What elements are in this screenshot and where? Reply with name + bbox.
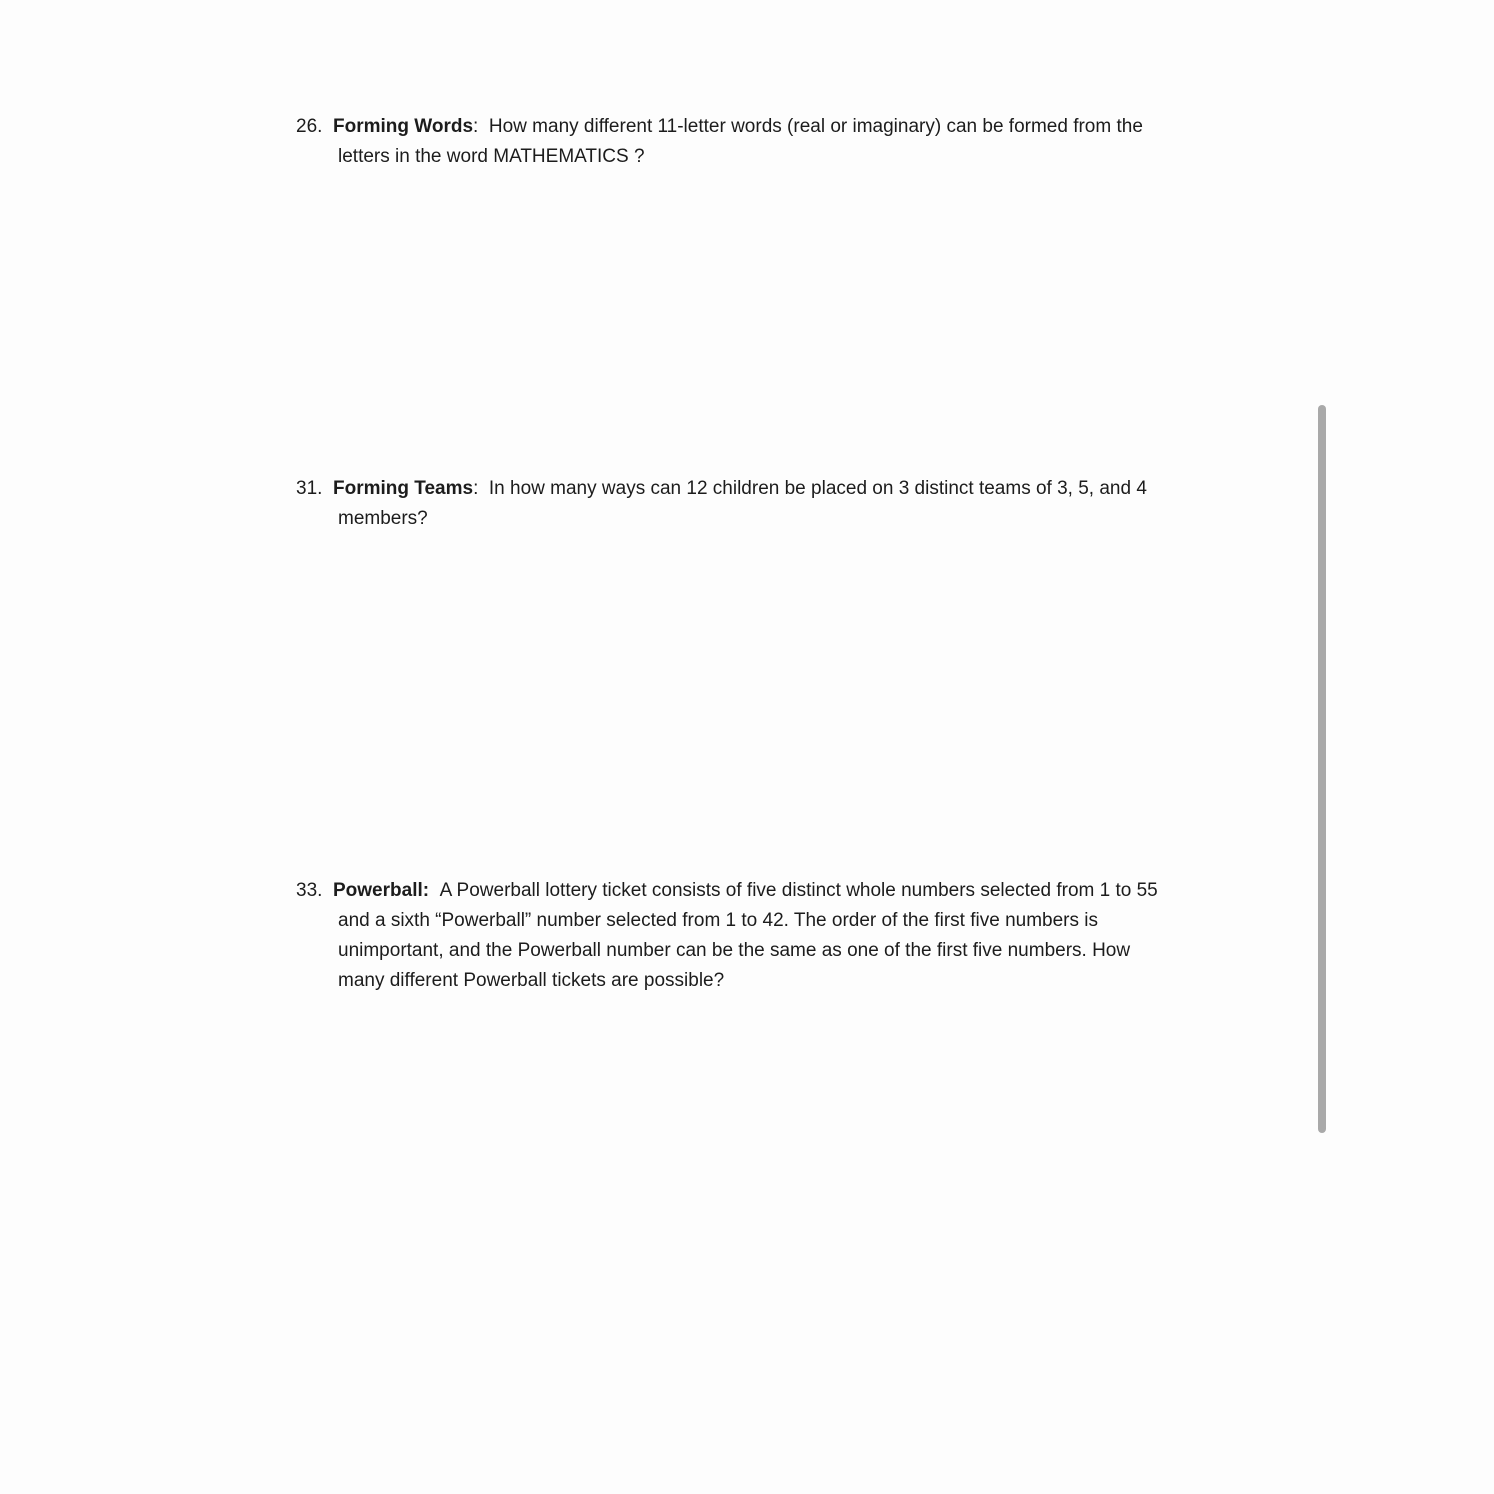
- problem-text-line: and a sixth “Powerball” number selected from 1 to 42. The order of the first five numbers is: [338, 910, 1098, 931]
- problem-31: [296, 474, 1196, 534]
- problem-text-line: members?: [338, 508, 428, 529]
- problem-title: Powerball:: [333, 880, 430, 901]
- problem-text-line: A Powerball lottery ticket consists of five distinct whole numbers selected from 1 to 55: [439, 880, 1158, 901]
- problem-text-line: many different Powerball tickets are possible?: [338, 970, 725, 991]
- problem-number: 33.: [296, 880, 323, 901]
- problem-33-first-line: [296, 876, 1196, 906]
- problem-26-first-line: [296, 112, 1196, 142]
- problem-number: 31.: [296, 478, 323, 499]
- problem-title: Forming Teams: [333, 478, 474, 499]
- problem-title-suffix: :: [473, 478, 479, 499]
- problem-text-line: unimportant, and the Powerball number can be the same as one of the first five numbers. How: [338, 940, 1131, 961]
- problem-number: 26.: [296, 116, 323, 137]
- problem-title: Forming Words: [333, 116, 474, 137]
- problem-26: [296, 112, 1196, 172]
- vertical-scrollbar[interactable]: [1316, 405, 1328, 1133]
- problem-title-suffix: :: [473, 116, 479, 137]
- scrollbar-thumb[interactable]: [1318, 405, 1326, 1133]
- problem-text-line: letters in the word MATHEMATICS ?: [338, 146, 645, 167]
- problem-text-line: How many different 11-letter words (real or imaginary) can be formed from the: [488, 116, 1143, 137]
- problem-31-first-line: [296, 474, 1196, 504]
- problem-text-line: In how many ways can 12 children be placed on 3 distinct teams of 3, 5, and 4: [488, 478, 1147, 499]
- problem-33: [296, 876, 1196, 996]
